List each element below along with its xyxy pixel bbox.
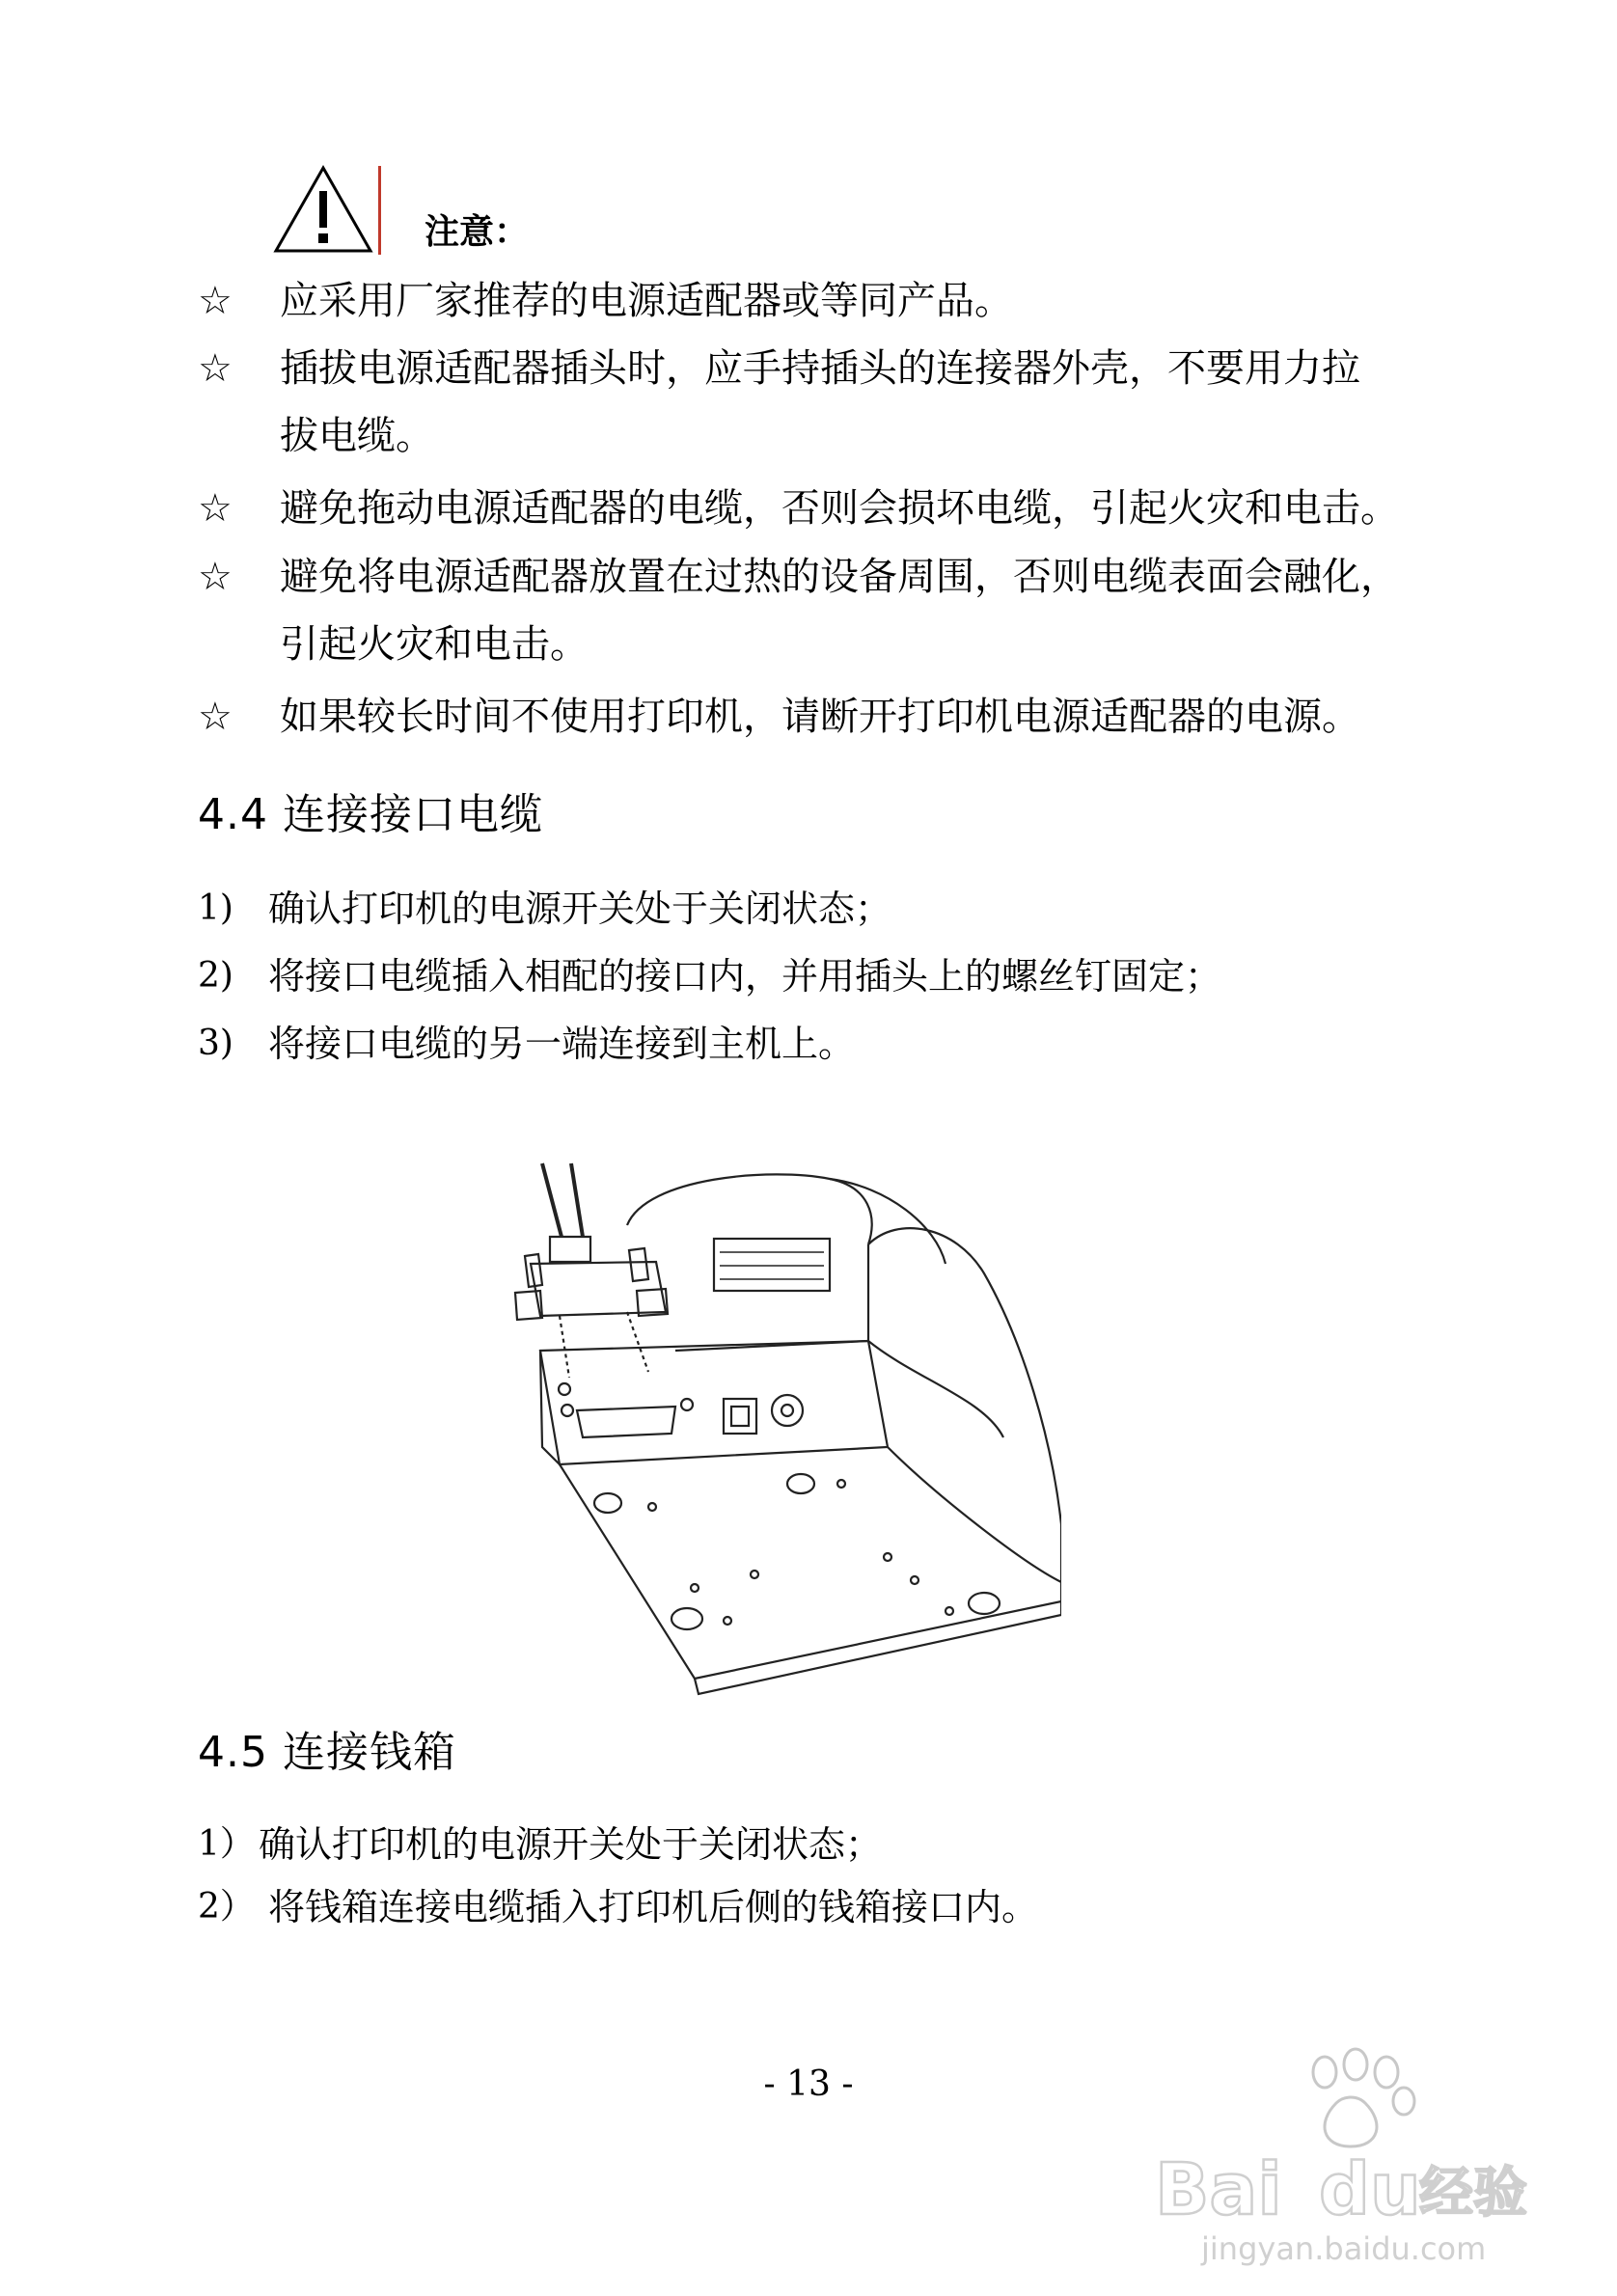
notice-label: 注意： xyxy=(425,212,530,252)
step-text: 确认打印机的电源开关处于关闭状态； xyxy=(259,1823,883,1866)
step-number: 3) xyxy=(198,1024,233,1063)
step-number: 2） xyxy=(198,1887,255,1927)
star-bullet-icon: ☆ xyxy=(198,486,233,531)
step-text: 将钱箱连接电缆插入打印机后侧的钱箱接口内。 xyxy=(268,1886,1039,1928)
section-heading-4-4: 4.4 连接接口电缆 xyxy=(198,790,543,839)
star-bullet-icon: ☆ xyxy=(198,555,233,599)
caution-text: 避免将电源适配器放置在过热的设备周围，否则电缆表面会融化， xyxy=(280,555,1399,599)
caution-text-cont: 引起火灾和电击。 xyxy=(280,622,589,667)
step-text: 将接口电缆插入相配的接口内，并用插头上的螺丝钉固定； xyxy=(268,955,1222,998)
step-number: 1) xyxy=(198,888,233,928)
caution-text-cont: 拔电缆。 xyxy=(280,414,434,458)
step-number: 2) xyxy=(198,956,233,996)
step-text: 将接口电缆的另一端连接到主机上。 xyxy=(268,1023,856,1065)
svg-text:Bai: Bai xyxy=(1155,2148,1282,2231)
baidu-paw-icon xyxy=(1153,2045,1539,2267)
step-text: 确认打印机的电源开关处于关闭状态； xyxy=(268,888,892,930)
printer-interface-illustration xyxy=(482,1158,1061,1698)
warning-triangle-icon xyxy=(270,162,376,257)
star-bullet-icon: ☆ xyxy=(198,346,233,391)
svg-text:jingyan.baidu.com: jingyan.baidu.com xyxy=(1201,2230,1487,2267)
svg-text:du: du xyxy=(1319,2148,1421,2231)
notice-divider xyxy=(378,166,381,255)
caution-text: 应采用厂家推荐的电源适配器或等同产品。 xyxy=(280,279,1013,323)
svg-text:经验: 经验 xyxy=(1419,2162,1527,2225)
caution-text: 避免拖动电源适配器的电缆，否则会损坏电缆，引起火灾和电击。 xyxy=(280,486,1399,531)
caution-text: 插拔电源适配器插头时，应手持插头的连接器外壳，不要用力拉 xyxy=(280,346,1360,391)
step-number: 1） xyxy=(198,1824,255,1864)
caution-text: 如果较长时间不使用打印机，请断开打印机电源适配器的电源。 xyxy=(280,695,1360,739)
section-heading-4-5: 4.5 连接钱箱 xyxy=(198,1728,456,1777)
page-number: - 13 - xyxy=(763,2064,854,2104)
star-bullet-icon: ☆ xyxy=(198,695,233,739)
star-bullet-icon: ☆ xyxy=(198,279,233,323)
